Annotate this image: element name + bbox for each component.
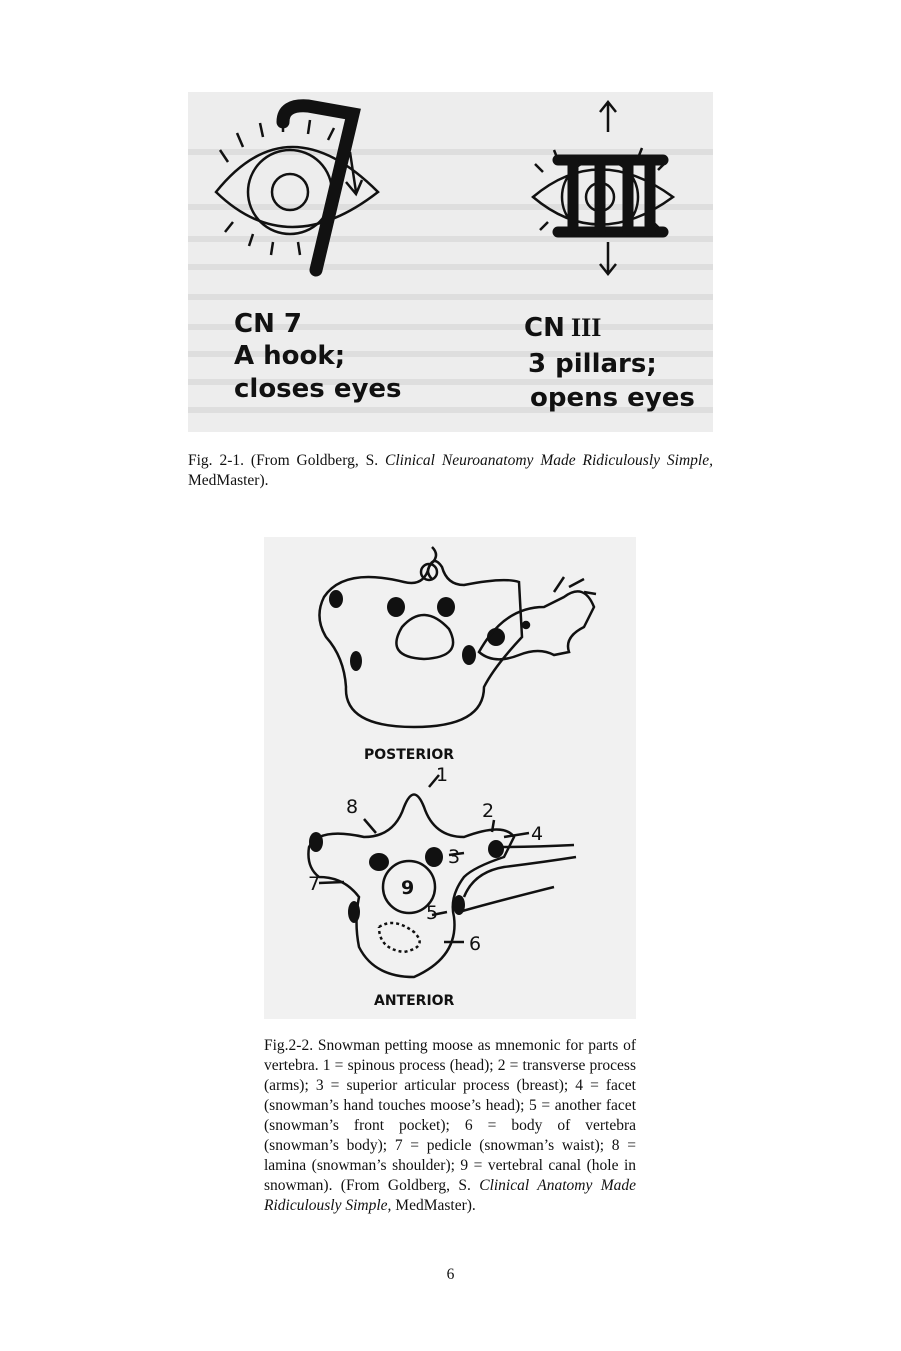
svg-text:opens eyes: opens eyes <box>530 383 695 413</box>
svg-text:closes eyes: closes eyes <box>234 374 402 404</box>
page-number: 6 <box>446 1266 455 1283</box>
anterior-label: ANTERIOR <box>374 993 455 1009</box>
number-7: 7 <box>308 873 321 895</box>
number-8: 8 <box>346 796 359 818</box>
cranial-nerve-mnemonic-drawing <box>188 92 713 432</box>
caption-text: Fig.2-2. Snowman petting moose as mnemonic for parts of vertebra. 1 = spinous process (head); 2 = transverse process (arms); 3 = superior articular process (breast); 4 = facet (snowman’s hand touches moose’s head); 5 = another facet (snowman’s front pocket); 6 = body of vertebra (snowman’s body); 7 = pedicle (snowman’s waist); 8 = lamina (snowman’s shoulder); 9 = vertebral canal (hole in snowman). (From Goldberg, S. <box>264 1037 636 1194</box>
caption-publisher: MedMaster). <box>391 1197 476 1214</box>
number-2: 2 <box>482 800 495 822</box>
figure-vertebra-snowman <box>264 537 636 1019</box>
number-5: 5 <box>426 902 439 924</box>
caption-book-title: Clinical Anatomy Made Ridiculously Simple, <box>264 1177 636 1214</box>
figure-cranial-nerves <box>188 92 713 432</box>
numeral-seven-hook <box>283 106 353 270</box>
svg-text:CN 7: CN 7 <box>234 309 302 339</box>
number-6: 6 <box>469 933 482 955</box>
caption-book-title: Clinical Neuroanatomy Made Ridiculously Simple, <box>385 452 713 469</box>
svg-text:III: III <box>571 313 602 342</box>
number-3: 3 <box>448 846 461 868</box>
svg-text:3 pillars;: 3 pillars; <box>528 349 657 379</box>
vertebra-snowman-drawing <box>264 537 636 1019</box>
svg-text:A hook;: A hook; <box>234 341 346 371</box>
moose-head-icon <box>479 577 596 659</box>
caption-publisher: MedMaster). <box>188 472 269 489</box>
number-4: 4 <box>531 823 544 845</box>
caption-text: Fig. 2-1. (From Goldberg, S. <box>188 452 386 469</box>
posterior-label: POSTERIOR <box>364 747 455 763</box>
number-1: 1 <box>436 764 449 786</box>
number-9: 9 <box>401 877 415 899</box>
figure2-caption <box>264 1036 636 1216</box>
figure1-caption <box>188 451 713 491</box>
svg-text:CN: CN <box>524 313 565 343</box>
